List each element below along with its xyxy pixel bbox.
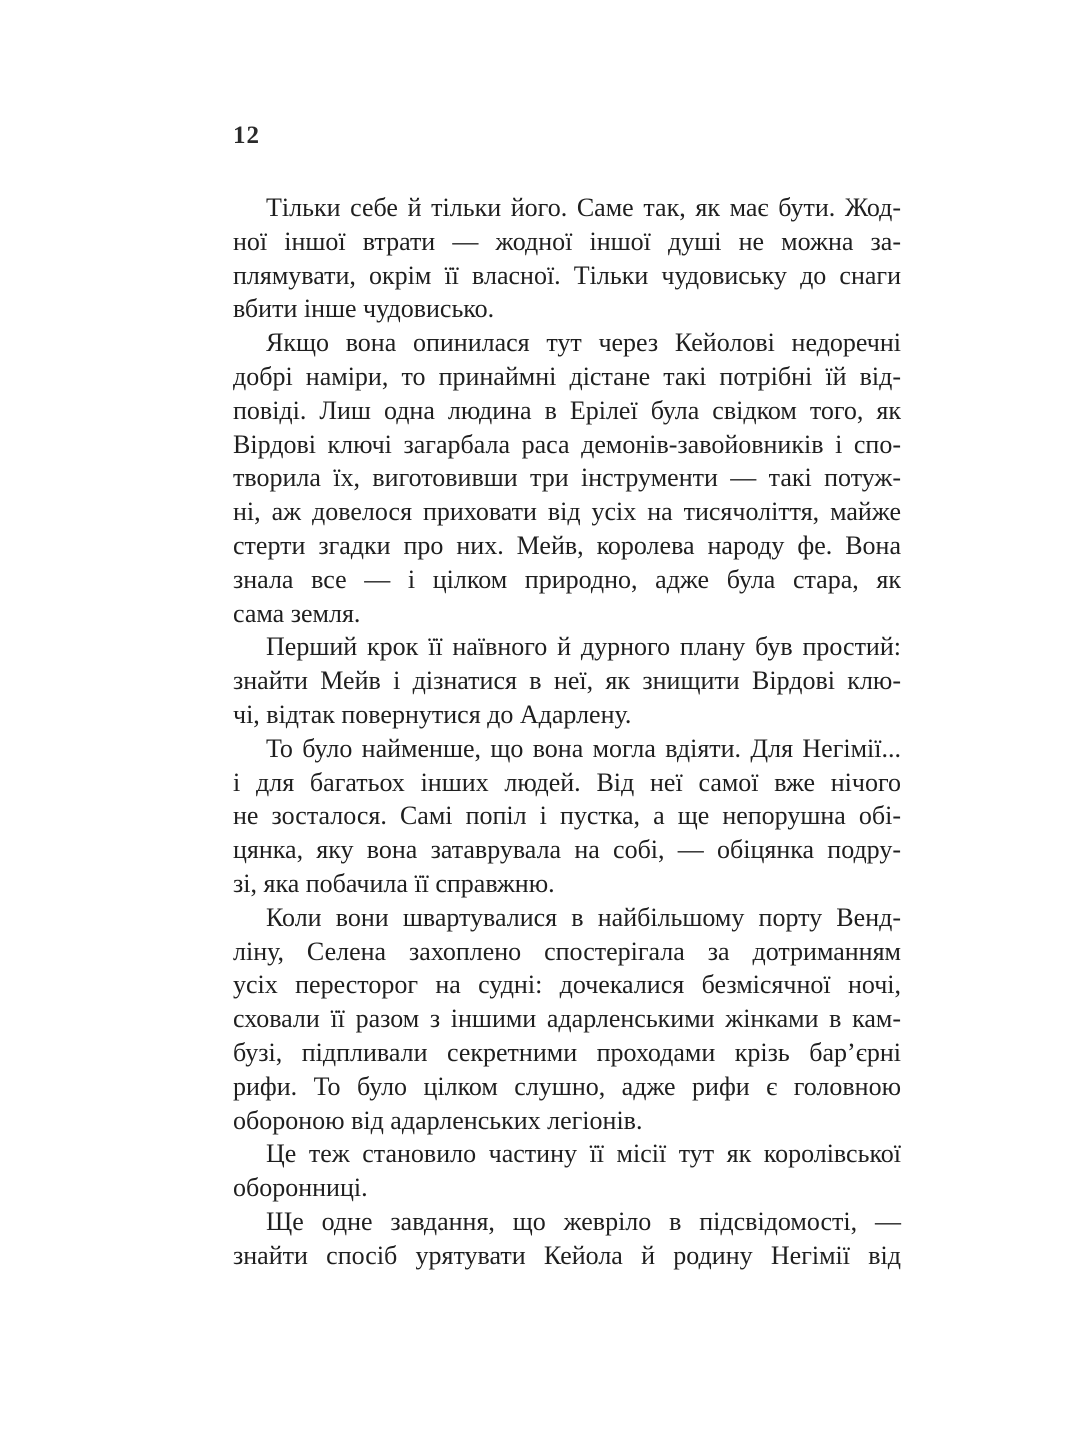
- text-line: Це теж становило частину її місії тут як королівської: [266, 1139, 901, 1169]
- text-line: творила їх, виготовивши три інструменти — такі потуж-: [233, 463, 901, 493]
- text-line: рифи. То було цілком слушно, адже рифи є головною: [233, 1071, 901, 1101]
- text-line: Якщо вона опинилася тут через Кейолові недоречні: [266, 328, 901, 358]
- text-line: ліну, Селена захоплено спостерігала за дотриманням: [233, 936, 901, 966]
- text-line: Вірдові ключі загарбала раса демонів-завойовників і спо-: [233, 429, 901, 459]
- paragraph: [233, 630, 901, 731]
- text-line: не зосталося. Самі попіл і пустка, а ще непорушна обі-: [233, 801, 901, 831]
- text-line: вбити інше чудовисько.: [233, 294, 495, 324]
- text-line: сама земля.: [233, 598, 361, 628]
- paragraph: [233, 191, 901, 326]
- text-line: стерти згадки про них. Мейв, королева народу фе. Вона: [233, 530, 901, 560]
- text-line: плямувати, окрім її власної. Тільки чудовиську до снаги: [233, 260, 901, 290]
- text-line: Ще одне завдання, що жевріло в підсвідомості, —: [266, 1206, 901, 1236]
- text-line: усіх пересторог на судні: дочекалися безмісячної ночі,: [233, 970, 901, 1000]
- text-line: знала все — і цілком природно, адже була стара, як: [233, 564, 901, 594]
- page-number: 12: [233, 122, 260, 149]
- text-line: і для багатьох інших людей. Від неї самої вже нічого: [233, 767, 901, 797]
- text-line: ної іншої втрати — жодної іншої душі не можна за-: [233, 226, 901, 256]
- text-line: бузі, підпливали секретними проходами крізь бар’єрні: [233, 1037, 901, 1067]
- text-line: оборонниці.: [233, 1173, 368, 1203]
- text-line: ні, аж довелося приховати від усіх на тисячоліття, майже: [233, 497, 901, 527]
- text-line: сховали її разом з іншими адарленськими жінками в кам-: [233, 1004, 901, 1034]
- text-line: добрі наміри, то принаймні дістане такі потрібні їй від-: [233, 361, 901, 391]
- text-line: обороною від адарленських легіонів.: [233, 1105, 643, 1135]
- text-line: повіді. Лиш одна людина в Ерілеї була свідком того, як: [233, 395, 901, 425]
- paragraph: [233, 1137, 901, 1205]
- text-line: чі, відтак повернутися до Адарлену.: [233, 699, 632, 729]
- text-line: Коли вони швартувалися в найбільшому порту Венд-: [266, 902, 901, 932]
- text-line: знайти Мейв і дізнатися в неї, як знищити Вірдові клю-: [233, 666, 901, 696]
- text-line: зі, яка побачила її справжню.: [233, 868, 555, 898]
- paragraph: [233, 901, 901, 1138]
- page-text: [233, 191, 901, 1273]
- text-line: знайти спосіб урятувати Кейола й родину Негімії від: [233, 1240, 901, 1270]
- text-line: То було найменше, що вона могла вдіяти. Для Негімії...: [266, 733, 901, 763]
- paragraph: [233, 732, 901, 901]
- text-line: цянка, яку вона затаврувала на собі, — обіцянка подру-: [233, 835, 901, 865]
- text-line: Тільки себе й тільки його. Саме так, як має бути. Жод-: [266, 193, 901, 222]
- paragraph: [233, 1205, 901, 1273]
- text-line: Перший крок її наївного й дурного плану був простий:: [266, 632, 901, 662]
- paragraph: [233, 326, 901, 630]
